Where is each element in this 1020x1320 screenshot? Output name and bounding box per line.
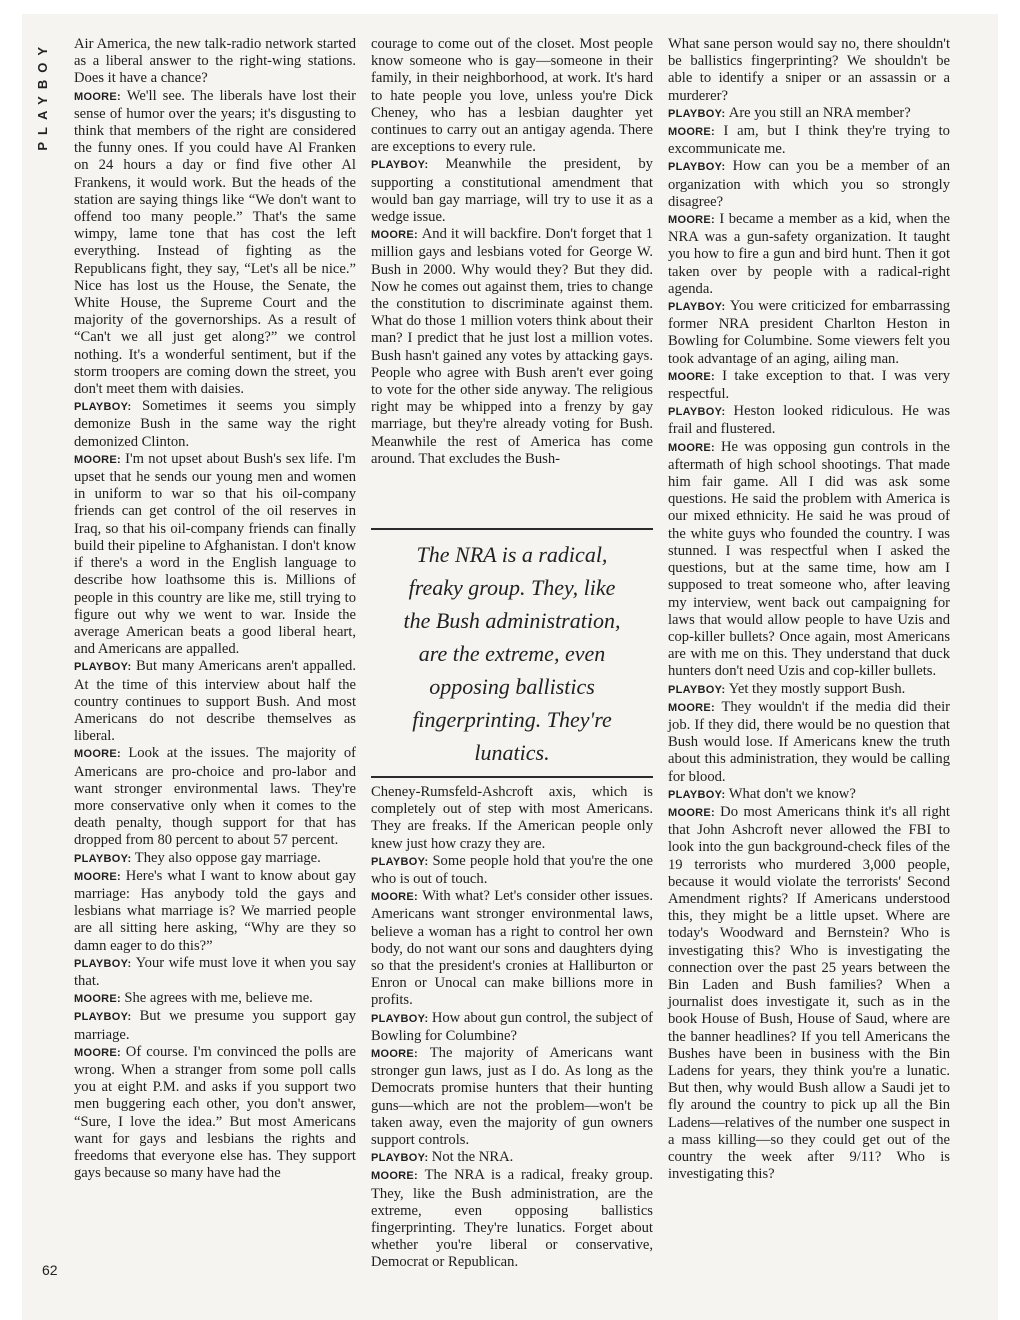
interview-paragraph	[668, 681, 950, 699]
speaker-label: MOORE:	[74, 748, 129, 761]
paragraph-text: Meanwhile the president, by supporting a constitutional amendment that would ban gay marriage, will try to use it as a wedge issue.	[371, 156, 653, 226]
interview-paragraph	[371, 226, 653, 468]
paragraph-text: The majority of Americans want stronger gun laws, just as I do. As long as the Democrats promise hunters that their hunting guns—which are not the problem—won't be taken away, even the majority of gun owners support controls.	[371, 1045, 653, 1149]
interview-paragraph	[371, 784, 653, 853]
text-column-1	[74, 36, 356, 1182]
paragraph-text: The NRA is a radical, freaky group. They, like the Bush administration, are the extreme, even opposing ballistics fingerprinting. They're lunatics. Forget about whether you're liberal or conservative, Democrat or Republican.	[371, 1167, 653, 1271]
paragraph-text: You were criticized for embarrassing former NRA president Charlton Heston in Bowling for Columbine. Some viewers felt you took advantage of an aging, ailing man.	[668, 298, 950, 367]
speaker-label: PLAYBOY:	[371, 855, 433, 868]
speaker-label: MOORE:	[668, 126, 724, 139]
paragraph-text: He was opposing gun controls in the aftermath of high school shootings. That made him fair game. All I did was ask some questions. He said the problem with America is our mixed ethnicity. He said he was proud of the white guys who founded the country. I was stunned. I was respectful when I asked the questions, but at the same time, how am I supposed to treat someone who, after leaving my interview, went back out campaigning for laws that would allow people to have Uzis and cop-killer bullets? Once again, most Americans are with me on this. They understand that duck hunters don't need Uzis and cop-killer bullets.	[668, 438, 950, 680]
speaker-label: MOORE:	[74, 90, 127, 103]
interview-paragraph	[74, 745, 356, 849]
paragraph-text: And it will backfire. Don't forget that 1 million gays and lesbians voted for George W. Bush in 2000. Why would they? But they did. Now he comes out against them, tries to change the constitution to discriminate against them. What do those 1 million voters think about their man? I predict that he just lost a million votes. Bush hasn't gained any votes by attacking gays. People who agree with Bush aren't ever going to vote for the other side anyway. The religious right may be whipped into a frenzy by gay marriage, but they're already voting for Bush. Meanwhile the rest of America has come around. That excludes the Bush-	[371, 226, 653, 467]
speaker-label: PLAYBOY:	[668, 301, 730, 314]
interview-paragraph	[668, 439, 950, 681]
paragraph-text: Cheney-Rumsfeld-Ashcroft axis, which is completely out of step with most Americans. They are freaks. If the American people only knew just how crazy they are.	[371, 784, 653, 852]
interview-paragraph	[74, 850, 356, 868]
speaker-label: PLAYBOY:	[668, 161, 733, 174]
interview-paragraph	[668, 105, 950, 123]
interview-paragraph	[74, 868, 356, 955]
interview-paragraph	[371, 1045, 653, 1149]
speaker-label: MOORE:	[668, 441, 722, 454]
paragraph-text: With what? Let's consider other issues. Americans want stronger environmental laws, believe a woman has a right to control her own body, do not want our sons and daughters dying so that the president's cronies at Halliburton or Enron or Unocal can make billions more in profits.	[371, 888, 653, 1009]
interview-paragraph	[668, 36, 950, 105]
interview-paragraph	[74, 36, 356, 88]
paragraph-text: Sometimes it seems you simply demonize Bush in the same way the right demonized Clinton.	[74, 398, 356, 450]
speaker-label: MOORE:	[668, 806, 721, 819]
text-column-3	[668, 36, 950, 1183]
speaker-label: MOORE:	[668, 701, 722, 714]
paragraph-text: courage to come out of the closet. Most people know someone who is gay—someone in their family, in their neighborhood, at work. It's hard to hate people you love, unless you're Dick Cheney, who has a lesbian daughter yet continues to carry out an antigay agenda. There are exceptions to every rule.	[371, 36, 653, 156]
magazine-name: PLAYBOY	[35, 40, 50, 151]
interview-paragraph	[74, 658, 356, 745]
paragraph-text: What sane person would say no, there shouldn't be ballistics fingerprinting? We shouldn't be able to identify a sniper or an assassin or a murderer?	[668, 36, 950, 104]
interview-paragraph	[668, 211, 950, 298]
paragraph-text: How about gun control, the subject of Bowling for Columbine?	[371, 1009, 653, 1044]
pull-quote-box	[371, 528, 653, 778]
speaker-label: PLAYBOY:	[371, 1152, 432, 1165]
paragraph-text: We'll see. The liberals have lost their sense of humor over the years; it's disgusting to think that members of the right are considered the funny ones. If you could have Al Franken on 24 hours a day or find five other Al Frankens, it would work. But the heads of the station are saying things like “We don't want to offend too many people.” That's the same wimpy, lame tone that has cost the left everything. Instead of fighting as the Republicans fight, they say, “Let's all be nice.” Nice has lost us the House, the Senate, the White House, the Supreme Court and the majority of the governorships. As a result of “Can't we all just get along?” we control nothing. It's a wonderful sentiment, but if the storm troopers are coming down the street, you don't meet them with daisies.	[74, 87, 356, 398]
paragraph-text: What don't we know?	[728, 785, 856, 802]
interview-paragraph	[668, 123, 950, 158]
paragraph-text: Yet they mostly support Bush.	[728, 680, 906, 697]
paragraph-text: I take exception to that. I was very respectful.	[668, 367, 950, 403]
paragraph-text: Look at the issues. The majority of Americans are pro-choice and pro-labor and want stronger environmental laws. They're more conservative only when it comes to the death penalty, though support for that has dropped from 80 percent to about 57 percent.	[74, 745, 356, 849]
paragraph-text: Of course. I'm convinced the polls are wrong. When a stranger from some poll calls you at eight P.M. and asks if you support two men buggering each other, you don't answer, “Sure, I love the idea.” But most Americans want for gays and lesbians the rights and freedoms that everyone else has. They support gays because so many have had the	[74, 1043, 356, 1182]
paragraph-text: I became a member as a kid, when the NRA was a gun-safety organization. It taught you how to fire a gun and bird hunt. Then it got taken over by people with a radical-right agenda.	[668, 211, 950, 297]
paragraph-text: But many Americans aren't appalled. At the time of this interview about half the country continues to support Bush. And most Americans do not describe themselves as liberal.	[74, 658, 356, 745]
interview-paragraph	[74, 955, 356, 990]
interview-paragraph	[668, 298, 950, 368]
pull-quote: The NRA is a radical, freaky group. They, like the Bush administration, are the extreme, even opposing ballistics fingerprinting. They're lunatics.	[403, 541, 621, 765]
speaker-label: PLAYBOY:	[74, 1011, 140, 1024]
paragraph-text: Not the NRA.	[431, 1149, 514, 1166]
interview-paragraph	[74, 990, 356, 1008]
speaker-label: PLAYBOY:	[74, 661, 136, 674]
speaker-label: MOORE:	[371, 1170, 425, 1183]
interview-paragraph	[74, 451, 356, 658]
interview-paragraph	[371, 36, 653, 156]
speaker-label: PLAYBOY:	[668, 683, 729, 696]
magazine-page	[22, 14, 998, 1320]
speaker-label: PLAYBOY:	[74, 957, 136, 970]
interview-paragraph	[668, 804, 950, 1183]
interview-paragraph	[668, 368, 950, 403]
paragraph-text: They wouldn't if the media did their job. If they did, there would be no question that Bush would lose. If Americans knew the truth about this administration, they would be calling for blood.	[668, 698, 950, 785]
interview-paragraph	[74, 1044, 356, 1183]
paragraph-text: How can you be a member of an organization with which you so strongly disagree?	[668, 158, 950, 210]
interview-paragraph	[668, 158, 950, 211]
speaker-label: PLAYBOY:	[668, 107, 729, 120]
interview-paragraph	[668, 699, 950, 786]
paragraph-text: Here's what I want to know about gay marriage: Has anybody told the gays and lesbians what marriage is? We married people are all sitting here asking, “Why are they so damn eager to do this?”	[74, 867, 356, 954]
interview-paragraph	[371, 888, 653, 1009]
page-number: 62	[42, 1262, 58, 1278]
text-column-2-top	[371, 36, 653, 468]
interview-paragraph	[74, 398, 356, 451]
speaker-label: PLAYBOY:	[371, 1012, 432, 1025]
speaker-label: PLAYBOY:	[371, 159, 446, 172]
paragraph-text: I'm not upset about Bush's sex life. I'm upset that he sends our young men and women in uniform to war so that his oil-company friends can get control of the oil reserves in Iraq, so that his oil-company friends can finally build their pipeline to Afghanistan. I don't know if there's a word in the English language to describe how loathsome this is. Millions of people in this country are like me, still trying to figure out why we went to war. Inside the average American beats a good liberal heart, and Americans are appalled.	[74, 450, 356, 658]
paragraph-text: Are you still an NRA member?	[728, 104, 911, 121]
paragraph-text: Your wife must love it when you say that.	[74, 954, 356, 989]
speaker-label: MOORE:	[74, 1046, 126, 1059]
speaker-label: PLAYBOY:	[74, 852, 135, 865]
speaker-label: MOORE:	[371, 891, 423, 904]
interview-paragraph	[668, 403, 950, 438]
speaker-label: PLAYBOY:	[668, 788, 729, 801]
paragraph-text: She agrees with me, believe me.	[124, 990, 313, 1007]
interview-paragraph	[74, 88, 356, 399]
interview-paragraph	[371, 853, 653, 888]
text-column-2-bottom	[371, 784, 653, 1272]
paragraph-text: Air America, the new talk-radio network started as a liberal answer to the right-wing stations. Does it have a chance?	[74, 36, 356, 87]
speaker-label: MOORE:	[74, 453, 126, 466]
interview-paragraph	[371, 1010, 653, 1045]
speaker-label: PLAYBOY:	[74, 401, 143, 414]
paragraph-text: Some people hold that you're the one who is out of touch.	[371, 852, 653, 888]
speaker-label: MOORE:	[668, 214, 720, 227]
paragraph-text: They also oppose gay marriage.	[134, 849, 321, 866]
speaker-label: MOORE:	[74, 993, 125, 1006]
speaker-label: PLAYBOY:	[668, 406, 734, 419]
interview-paragraph	[371, 1149, 653, 1167]
interview-paragraph	[74, 1008, 356, 1043]
paragraph-text: Heston looked ridiculous. He was frail and flustered.	[668, 403, 950, 438]
paragraph-text: I am, but I think they're trying to excommunicate me.	[668, 123, 950, 158]
paragraph-text: Do most Americans think it's all right that John Ashcroft never allowed the FBI to look into the gun background-check files of the 19 terrorists who murdered 3,000 people, because it would violate the terrorists' Second Amendment rights? If Americans understood this, they might be a little upset. Where are today's Woodward and Bernstein? Who is investigating this? Who is investigating the connection over the past 25 years between the Bin Laden and Bush families? When a journalist does investigate it, such as in the book House of Bush, House of Saud, where are the banner headlines? If you tell Americans the Bushes have been in business with the Bin Ladens for years, they think you're a lunatic. But then, why would Bush allow a Saudi jet to fly around the country to pick up all the Bin Ladens—relatives of the number one suspect in a mass killing—so they could get out of the country the week after 9/11? Who is investigating this?	[668, 803, 950, 1183]
interview-paragraph	[371, 1167, 653, 1271]
paragraph-text: But we presume you support gay marriage.	[74, 1008, 356, 1043]
speaker-label: MOORE:	[371, 1048, 430, 1061]
speaker-label: MOORE:	[371, 229, 422, 242]
interview-paragraph	[371, 156, 653, 226]
speaker-label: MOORE:	[668, 370, 723, 383]
interview-paragraph	[668, 786, 950, 804]
speaker-label: MOORE:	[74, 870, 126, 883]
